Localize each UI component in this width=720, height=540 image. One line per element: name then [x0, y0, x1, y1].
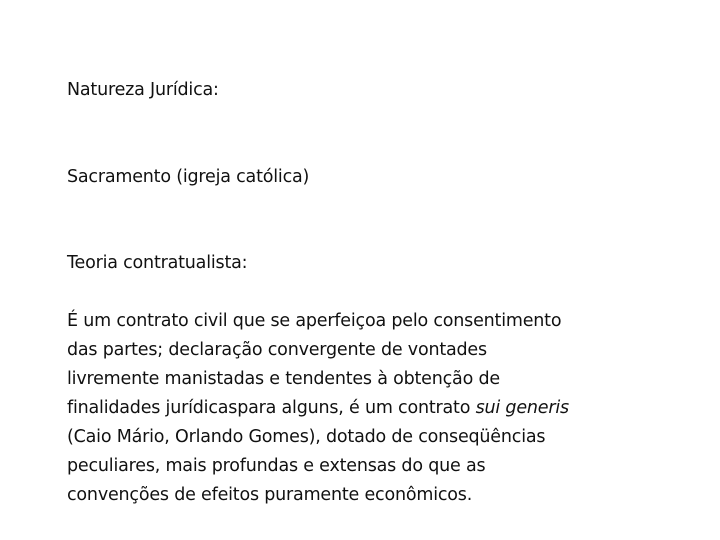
paragraph-line-4: [67, 394, 667, 423]
heading-teoria-contratualista: Teoria contratualista:: [67, 253, 248, 273]
heading-natureza-juridica: Natureza Jurídica:: [67, 80, 219, 100]
paragraph-line-5: (Caio Mário, Orlando Gomes), dotado de conseqüências: [67, 427, 546, 447]
paragraph-line-7: convenções de efeitos puramente econômicos.: [67, 485, 473, 505]
paragraph-line-6: peculiares, mais profundas e extensas do que as: [67, 456, 486, 476]
paragraph-contrato: [67, 307, 667, 510]
item-sacramento: Sacramento (igreja católica): [67, 167, 310, 187]
paragraph-line-1: É um contrato civil que se aperfeiçoa pelo consentimento: [67, 311, 562, 331]
sui-generis-italic: sui generis: [475, 398, 569, 418]
paragraph-line-3: livremente manistadas e tendentes à obtenção de: [67, 369, 500, 389]
paragraph-line-2: das partes; declaração convergente de vontades: [67, 340, 487, 360]
paragraph-line-4-text: finalidades jurídicaspara alguns, é um contrato: [67, 398, 476, 418]
